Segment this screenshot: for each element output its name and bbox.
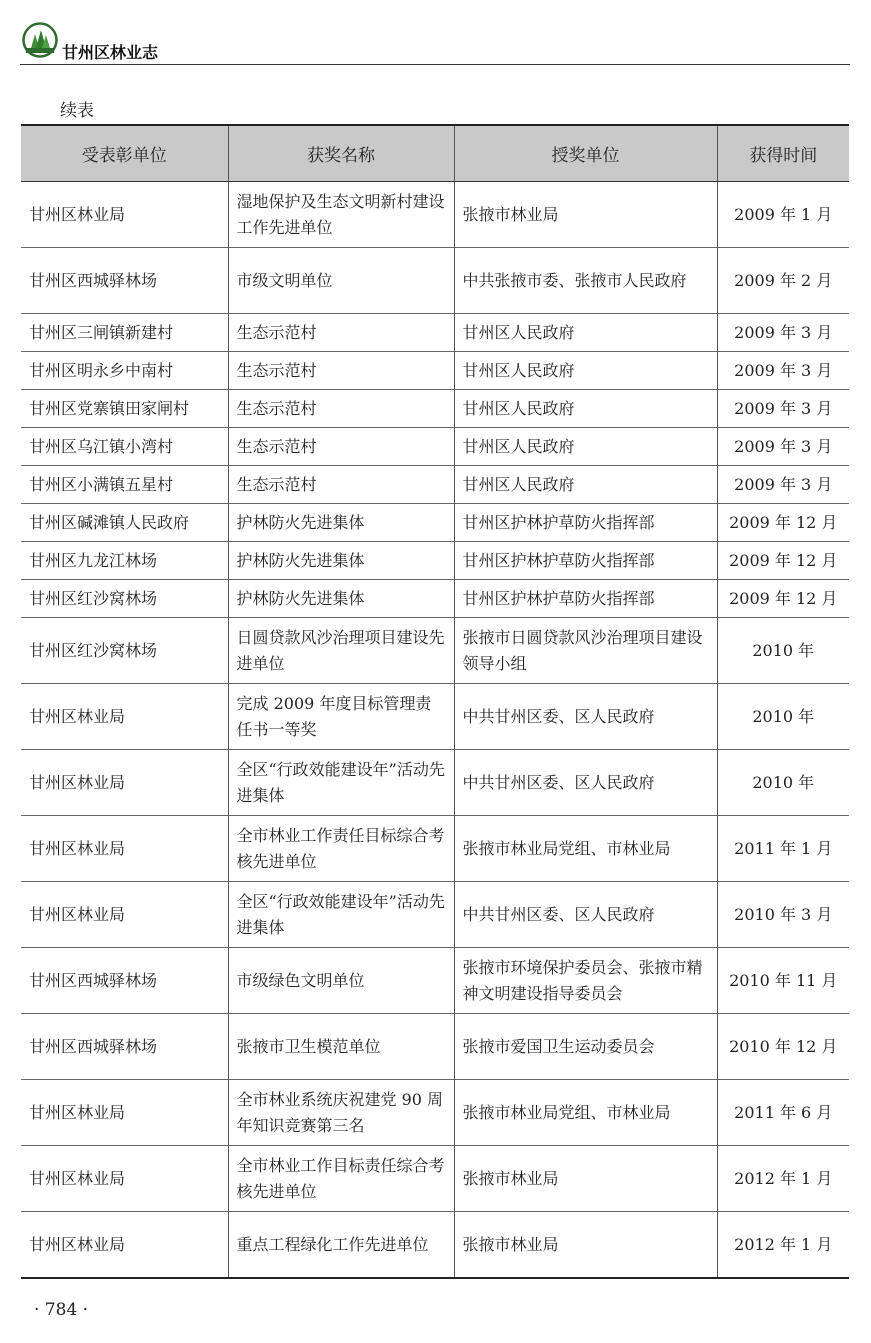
awards-table bbox=[21, 124, 849, 1279]
table-row bbox=[21, 542, 849, 580]
award-cell: 日圆贷款风沙治理项目建设先进单位 bbox=[228, 618, 454, 684]
granting-body-cell: 中共甘州区委、区人民政府 bbox=[454, 684, 717, 750]
table-row bbox=[21, 816, 849, 882]
table-header-row bbox=[21, 125, 849, 182]
date-cell: 2012 年 1 月 bbox=[717, 1212, 849, 1279]
recipient-cell: 甘州区林业局 bbox=[21, 1212, 228, 1279]
date-cell: 2010 年 bbox=[717, 684, 849, 750]
table-row bbox=[21, 684, 849, 750]
award-cell: 生态示范村 bbox=[228, 390, 454, 428]
column-header-recipient: 受表彰单位 bbox=[21, 125, 228, 182]
column-header-award: 获奖名称 bbox=[228, 125, 454, 182]
date-cell: 2010 年 bbox=[717, 750, 849, 816]
forest-logo-icon bbox=[22, 22, 58, 58]
table-row bbox=[21, 948, 849, 1014]
recipient-cell: 甘州区红沙窝林场 bbox=[21, 618, 228, 684]
recipient-cell: 甘州区林业局 bbox=[21, 882, 228, 948]
recipient-cell: 甘州区西城驿林场 bbox=[21, 1014, 228, 1080]
granting-body-cell: 中共甘州区委、区人民政府 bbox=[454, 750, 717, 816]
recipient-cell: 甘州区党寨镇田家闸村 bbox=[21, 390, 228, 428]
table-row bbox=[21, 1146, 849, 1212]
table-caption: 续表 bbox=[60, 101, 94, 121]
award-cell: 全市林业系统庆祝建党 90 周年知识竞赛第三名 bbox=[228, 1080, 454, 1146]
recipient-cell: 甘州区三闸镇新建村 bbox=[21, 314, 228, 352]
table-row bbox=[21, 466, 849, 504]
granting-body-cell: 张掖市环境保护委员会、张掖市精神文明建设指导委员会 bbox=[454, 948, 717, 1014]
award-cell: 全区“行政效能建设年”活动先进集体 bbox=[228, 882, 454, 948]
award-cell: 护林防火先进集体 bbox=[228, 580, 454, 618]
page-number: · 784 · bbox=[34, 1300, 89, 1320]
granting-body-cell: 张掖市日圆贷款风沙治理项目建设领导小组 bbox=[454, 618, 717, 684]
award-cell: 张掖市卫生模范单位 bbox=[228, 1014, 454, 1080]
recipient-cell: 甘州区林业局 bbox=[21, 816, 228, 882]
granting-body-cell: 甘州区人民政府 bbox=[454, 390, 717, 428]
date-cell: 2010 年 12 月 bbox=[717, 1014, 849, 1080]
table-row bbox=[21, 1080, 849, 1146]
award-cell: 全市林业工作责任目标综合考核先进单位 bbox=[228, 816, 454, 882]
date-cell: 2011 年 6 月 bbox=[717, 1080, 849, 1146]
date-cell: 2009 年 3 月 bbox=[717, 390, 849, 428]
table-row bbox=[21, 750, 849, 816]
granting-body-cell: 甘州区人民政府 bbox=[454, 466, 717, 504]
table-row bbox=[21, 1212, 849, 1279]
table-row bbox=[21, 182, 849, 248]
recipient-cell: 甘州区红沙窝林场 bbox=[21, 580, 228, 618]
book-title: 甘州区林业志 bbox=[62, 43, 159, 62]
granting-body-cell: 张掖市林业局 bbox=[454, 1212, 717, 1279]
recipient-cell: 甘州区乌江镇小湾村 bbox=[21, 428, 228, 466]
award-cell: 重点工程绿化工作先进单位 bbox=[228, 1212, 454, 1279]
table-row bbox=[21, 248, 849, 314]
recipient-cell: 甘州区林业局 bbox=[21, 1080, 228, 1146]
award-cell: 湿地保护及生态文明新村建设工作先进单位 bbox=[228, 182, 454, 248]
granting-body-cell: 甘州区护林护草防火指挥部 bbox=[454, 580, 717, 618]
recipient-cell: 甘州区小满镇五星村 bbox=[21, 466, 228, 504]
granting-body-cell: 甘州区人民政府 bbox=[454, 314, 717, 352]
award-cell: 市级绿色文明单位 bbox=[228, 948, 454, 1014]
running-header bbox=[20, 20, 850, 65]
award-cell: 生态示范村 bbox=[228, 466, 454, 504]
granting-body-cell: 张掖市爱国卫生运动委员会 bbox=[454, 1014, 717, 1080]
recipient-cell: 甘州区林业局 bbox=[21, 182, 228, 248]
recipient-cell: 甘州区林业局 bbox=[21, 750, 228, 816]
date-cell: 2009 年 3 月 bbox=[717, 428, 849, 466]
date-cell: 2010 年 3 月 bbox=[717, 882, 849, 948]
award-cell: 生态示范村 bbox=[228, 314, 454, 352]
granting-body-cell: 甘州区人民政府 bbox=[454, 352, 717, 390]
table-row bbox=[21, 428, 849, 466]
granting-body-cell: 中共张掖市委、张掖市人民政府 bbox=[454, 248, 717, 314]
date-cell: 2009 年 12 月 bbox=[717, 504, 849, 542]
granting-body-cell: 张掖市林业局 bbox=[454, 182, 717, 248]
award-cell: 护林防火先进集体 bbox=[228, 542, 454, 580]
date-cell: 2009 年 3 月 bbox=[717, 466, 849, 504]
date-cell: 2009 年 12 月 bbox=[717, 580, 849, 618]
column-header-date: 获得时间 bbox=[717, 125, 849, 182]
table-row bbox=[21, 352, 849, 390]
table-row bbox=[21, 1014, 849, 1080]
granting-body-cell: 甘州区护林护草防火指挥部 bbox=[454, 504, 717, 542]
recipient-cell: 甘州区林业局 bbox=[21, 684, 228, 750]
date-cell: 2011 年 1 月 bbox=[717, 816, 849, 882]
recipient-cell: 甘州区明永乡中南村 bbox=[21, 352, 228, 390]
table-row bbox=[21, 580, 849, 618]
date-cell: 2010 年 bbox=[717, 618, 849, 684]
granting-body-cell: 甘州区人民政府 bbox=[454, 428, 717, 466]
granting-body-cell: 中共甘州区委、区人民政府 bbox=[454, 882, 717, 948]
award-cell: 市级文明单位 bbox=[228, 248, 454, 314]
table-row bbox=[21, 882, 849, 948]
award-cell: 全区“行政效能建设年”活动先进集体 bbox=[228, 750, 454, 816]
award-cell: 生态示范村 bbox=[228, 428, 454, 466]
date-cell: 2009 年 1 月 bbox=[717, 182, 849, 248]
award-cell: 全市林业工作目标责任综合考核先进单位 bbox=[228, 1146, 454, 1212]
recipient-cell: 甘州区西城驿林场 bbox=[21, 948, 228, 1014]
table-row bbox=[21, 314, 849, 352]
award-cell: 生态示范村 bbox=[228, 352, 454, 390]
granting-body-cell: 张掖市林业局党组、市林业局 bbox=[454, 816, 717, 882]
date-cell: 2010 年 11 月 bbox=[717, 948, 849, 1014]
column-header-granting-body: 授奖单位 bbox=[454, 125, 717, 182]
award-cell: 护林防火先进集体 bbox=[228, 504, 454, 542]
table-row bbox=[21, 504, 849, 542]
date-cell: 2012 年 1 月 bbox=[717, 1146, 849, 1212]
award-cell: 完成 2009 年度目标管理责任书一等奖 bbox=[228, 684, 454, 750]
granting-body-cell: 张掖市林业局 bbox=[454, 1146, 717, 1212]
recipient-cell: 甘州区西城驿林场 bbox=[21, 248, 228, 314]
date-cell: 2009 年 3 月 bbox=[717, 314, 849, 352]
table-row bbox=[21, 618, 849, 684]
recipient-cell: 甘州区林业局 bbox=[21, 1146, 228, 1212]
recipient-cell: 甘州区碱滩镇人民政府 bbox=[21, 504, 228, 542]
granting-body-cell: 甘州区护林护草防火指挥部 bbox=[454, 542, 717, 580]
granting-body-cell: 张掖市林业局党组、市林业局 bbox=[454, 1080, 717, 1146]
date-cell: 2009 年 3 月 bbox=[717, 352, 849, 390]
recipient-cell: 甘州区九龙江林场 bbox=[21, 542, 228, 580]
date-cell: 2009 年 2 月 bbox=[717, 248, 849, 314]
table-row bbox=[21, 390, 849, 428]
date-cell: 2009 年 12 月 bbox=[717, 542, 849, 580]
